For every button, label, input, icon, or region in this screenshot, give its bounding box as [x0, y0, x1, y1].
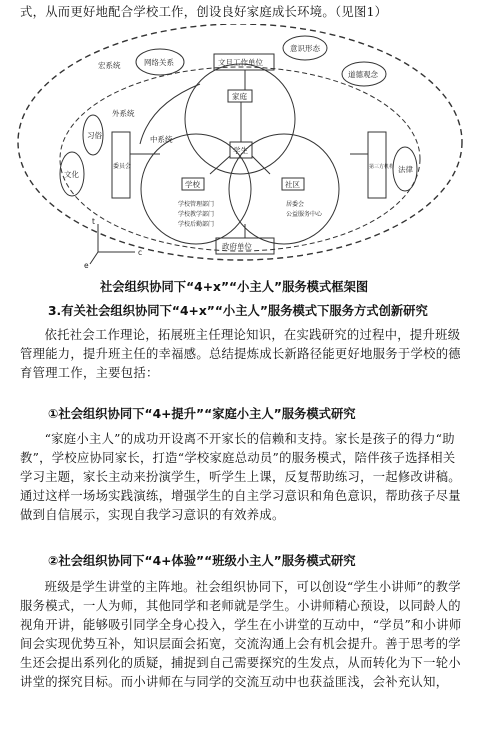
- label-network: 网络关系: [144, 58, 174, 67]
- axis-e-label: e: [84, 261, 89, 270]
- label-culture: 文化: [64, 170, 79, 179]
- paragraph-2: “家庭小主人”的成功开设离不开家长的信赖和支持。家长是孩子的得力“助教”，学校应协同家长，打造“学校家庭总动员”的服务模式，陪伴孩子选择相关学习主题，家长主动来扮演学生，听学生上课，反复帮助练习，一起修改讲稿。通过这样一场场实践演练，增强学生的自主学习意识和角色意识，帮助孩子尽量做到自信展示，实现自我学习意识的有效养成。: [20, 432, 461, 522]
- label-third-party: 第三方机构: [369, 164, 395, 170]
- label-family: 家庭: [232, 92, 247, 101]
- label-dept1: 学校管理部门: [178, 201, 215, 208]
- label-meso: 中系统: [150, 135, 173, 144]
- label-community: 社区: [285, 180, 300, 189]
- axis-t-label: t: [92, 217, 95, 226]
- label-exo: 外系统: [112, 109, 135, 118]
- top-paragraph-line: 式，从而更好地配合学校工作，创设良好家庭成长环境。（见图1）: [20, 5, 388, 19]
- label-law: 法律: [398, 165, 413, 174]
- figure-caption: 社会组织协同下“4+x”“小主人”服务模式框架图: [100, 280, 369, 294]
- subsection-2-heading: ②社会组织协同下“4+体验”“班级小主人”服务模式研究: [48, 554, 356, 568]
- label-moral: 道德观念: [348, 70, 378, 79]
- label-custom: 习俗: [87, 131, 102, 140]
- label-dept2: 学校教学部门: [178, 211, 215, 218]
- label-dept3: 学校后勤部门: [178, 221, 215, 228]
- section-3-heading: 3.有关社会组织协同下“4+x”“小主人”服务模式下服务方式创新研究: [48, 304, 428, 318]
- axis-lines: [90, 224, 135, 264]
- label-committee: 委员会: [113, 163, 132, 170]
- framework-diagram: [0, 24, 477, 276]
- label-culture-unit: 文旦工作单位: [218, 58, 263, 67]
- axis-c-label: c: [138, 248, 143, 257]
- label-macro: 宏系统: [98, 61, 121, 70]
- label-school: 学校: [185, 180, 200, 189]
- paragraph-3: 班级是学生讲堂的主阵地。社会组织协同下，可以创设“学生小讲师”的教学服务模式，一人为师，其他同学和老师就是学生。小讲师精心预设，以同龄人的视角开讲，能够吸引同学全身心投入，学生在小讲堂的互动中，“学员”和小讲师间会实现优势互补，知识层面会拓宽，交流沟通上会有机会提升。善于思考的学生还会提出系列化的质疑，捕捉到自己需要探究的生发点，从而转化为下一轮小讲堂的探究目标。而小讲师在与同学的交流互动中也获益匪浅，会补充认知，: [20, 580, 462, 689]
- label-student: 学生: [233, 146, 248, 155]
- label-comm1: 居委会: [286, 201, 305, 208]
- label-gov: 政府单位: [222, 242, 252, 251]
- subsection-1-heading: ①社会组织协同下“4+提升”“家庭小主人”服务模式研究: [48, 407, 356, 421]
- paragraph-1: 依托社会工作理论，拓展班主任理论知识，在实践研究的过程中，提升班级管理能力，提升班主任的幸福感。总结提炼成长新路径能更好地服务于学校的德育管理工作，主要包括：: [20, 328, 461, 380]
- label-comm2: 公益服务中心: [286, 211, 323, 218]
- label-awareness: 意识形态: [290, 44, 320, 53]
